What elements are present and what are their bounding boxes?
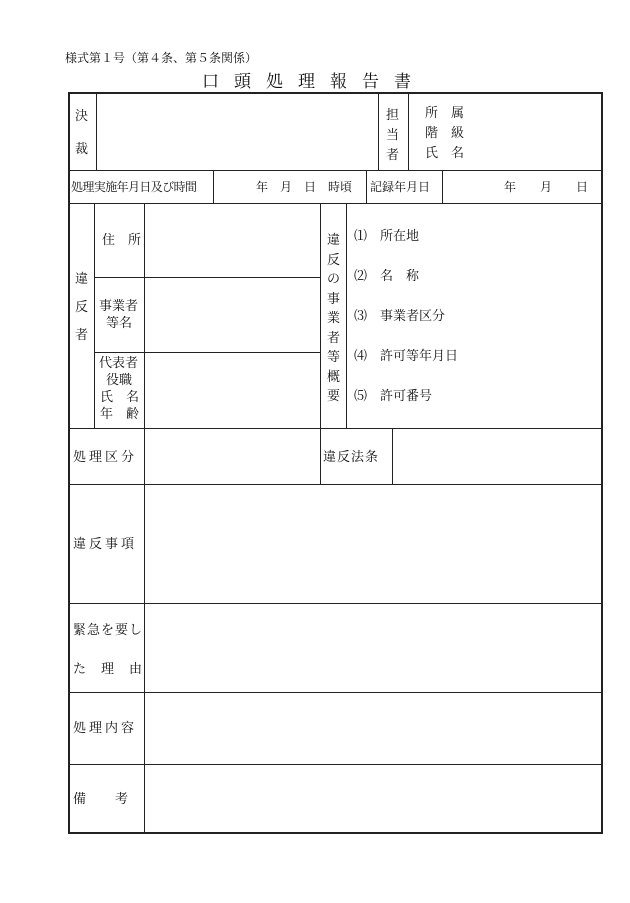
overview-item-number: ⑶: [354, 309, 368, 324]
rep-name-label: 氏 名: [100, 390, 140, 405]
processing-content-field[interactable]: [145, 693, 601, 764]
business-overview-label: 違反の事業者等概要: [327, 233, 341, 404]
age-label: 年 齢: [100, 407, 140, 422]
violated-law-field[interactable]: [393, 429, 601, 484]
overview-item-number: ⑷: [354, 349, 368, 364]
page-title: 口頭処理報告書: [202, 72, 426, 92]
representative-label: 代表者: [99, 356, 139, 371]
business-name-label-2: 等名: [106, 316, 133, 331]
business-name-field[interactable]: [145, 278, 320, 352]
urgency-reason-label-2: た 理 由: [73, 662, 144, 677]
overview-item-number: ⑵: [354, 269, 368, 284]
record-date-label: 記録年月日: [370, 180, 431, 194]
row-divider: [68, 170, 603, 171]
overview-item-permit-number: 許可番号: [380, 389, 433, 404]
violated-law-label: 違反法条: [323, 450, 380, 465]
processing-content-label: 処理内容: [73, 721, 138, 736]
col-divider: [408, 92, 409, 171]
col-divider: [442, 170, 443, 204]
overview-item-number: ⑴: [354, 229, 368, 244]
col-divider: [94, 203, 95, 429]
processing-date-label: 処理実施年月日及び時間: [71, 180, 197, 194]
position-label: 役職: [106, 373, 133, 388]
address-label: 住 所: [102, 233, 142, 248]
urgency-reason-label-1: 緊急を要し: [73, 623, 144, 638]
col-divider: [366, 170, 367, 204]
approval-label-1: 決: [75, 109, 89, 124]
record-date-field[interactable]: 年 月 日: [504, 180, 589, 194]
violation-items-field[interactable]: [145, 485, 601, 603]
representative-field[interactable]: [145, 353, 320, 428]
approval-label-2: 裁: [75, 142, 89, 157]
urgency-reason-field[interactable]: [145, 604, 601, 692]
col-divider: [213, 170, 214, 204]
overview-item-permit-date: 許可等年月日: [380, 349, 459, 364]
violator-label: 違反者: [75, 272, 89, 343]
frame-bottom: [68, 832, 603, 834]
violation-items-label: 違反事項: [73, 537, 138, 552]
affiliation-label: 所 属: [425, 106, 465, 121]
business-name-label-1: 事業者: [99, 299, 139, 314]
overview-item-business-category: 事業者区分: [380, 309, 446, 324]
processing-category-label: 処理区分: [73, 450, 138, 465]
rank-label: 階 級: [425, 126, 465, 141]
form-number: 様式第１号（第４条、第５条関係）: [65, 51, 258, 65]
name-label: 氏 名: [425, 146, 465, 161]
col-divider: [378, 92, 379, 171]
approval-field[interactable]: [97, 94, 378, 170]
remarks-label: 備 考: [73, 792, 130, 807]
processing-date-field[interactable]: 年 月 日 時頃: [256, 180, 353, 194]
col-divider: [320, 203, 321, 429]
address-field[interactable]: [145, 204, 320, 277]
overview-item-location: 所在地: [380, 229, 420, 244]
col-divider: [320, 428, 321, 485]
overview-item-number: ⑸: [354, 389, 368, 404]
overview-item-name: 名 称: [380, 269, 420, 284]
col-divider: [346, 203, 347, 429]
processing-category-field[interactable]: [145, 429, 320, 484]
remarks-field[interactable]: [145, 765, 601, 832]
officer-label: 担当者: [386, 108, 400, 163]
